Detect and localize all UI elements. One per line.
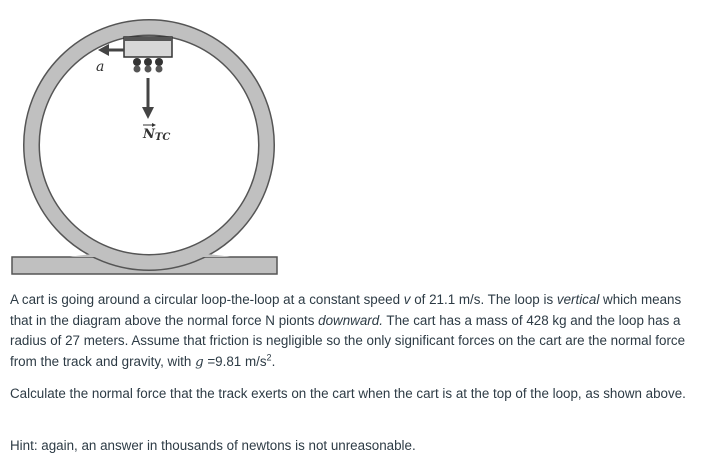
cart-wheel (155, 58, 163, 66)
cart-wheel (134, 66, 141, 73)
cart-wheel (133, 58, 141, 66)
normal-force-arrow (142, 78, 154, 119)
svg-text:NTC: NTC (143, 127, 171, 143)
cart (124, 37, 172, 73)
acceleration-label: a (96, 59, 105, 75)
normal-force-label (142, 123, 170, 143)
cart-wheel (145, 66, 152, 73)
problem-paragraph-2: Calculate the normal force that the track exerts on the cart when the cart is at the top of the loop, as shown above. (10, 386, 686, 401)
cart-wheel (156, 66, 163, 73)
cart-wheel (144, 58, 152, 66)
problem-paragraph-1: A cart is going around a circular loop-the-loop at a constant speed v of 21.1 m/s. The loop is vertical which means that in the diagram above the normal force N pionts downward. The cart has a mass of 428 kg and the loop has a radius of 27 meters. Assume that friction is negligible so the only significant forces on the cart are the normal force from the track and gravity, with g =9.81 $m/s^2$. (10, 292, 686, 370)
hint-paragraph: Hint: again, an answer in thousands of newtons is not unreasonable. (10, 438, 416, 453)
